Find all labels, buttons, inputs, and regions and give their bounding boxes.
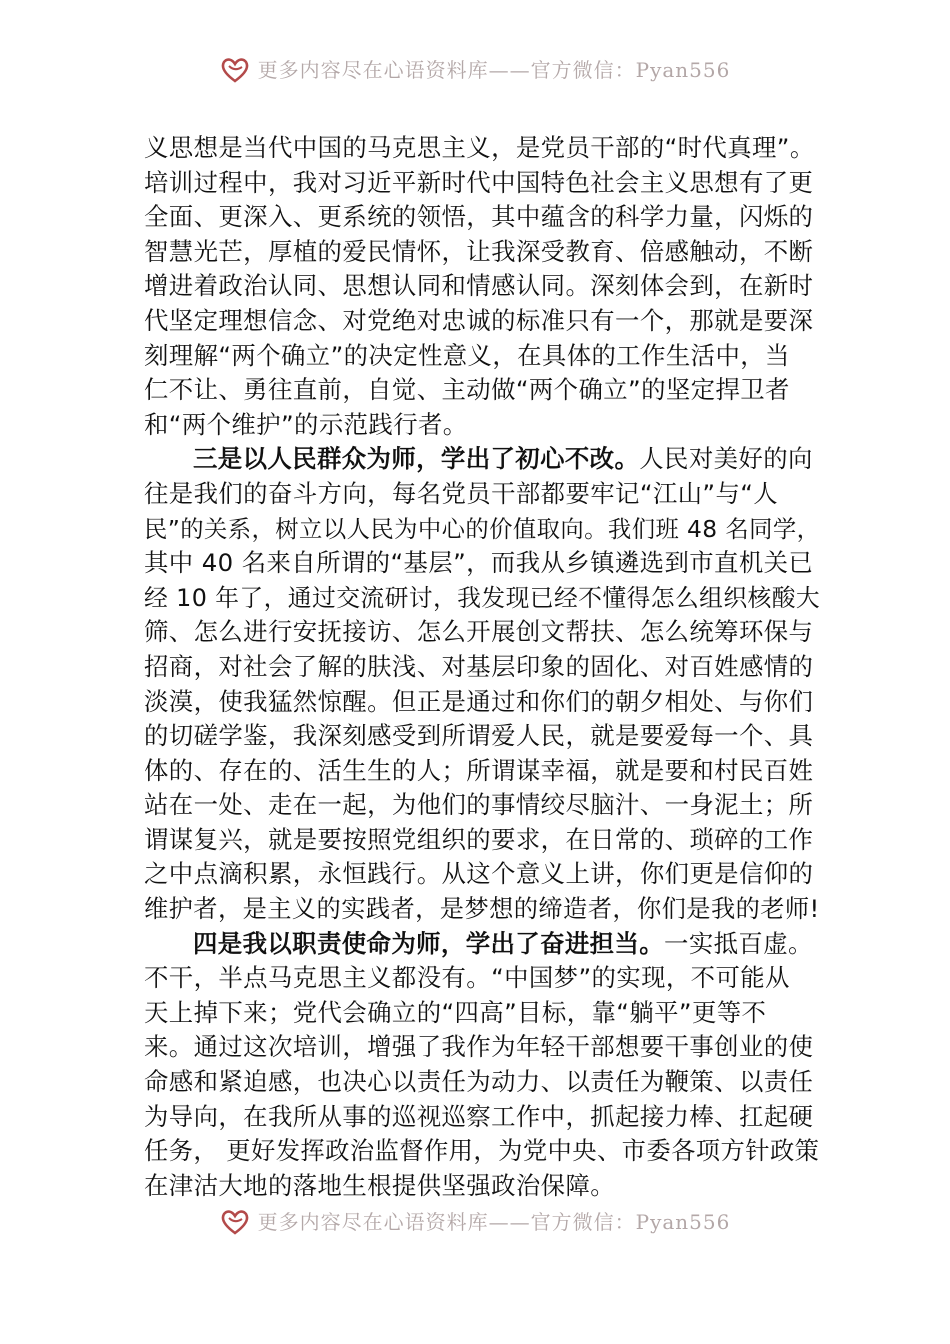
text-line: 任务， 更好发挥政治监督作用，为党中央、市委各项方针政策: [144, 1136, 820, 1166]
text-line: 站在一处、走在一起，为他们的事情绞尽脑汁、一身泥土；所: [144, 790, 814, 820]
text-line: 体的、存在的、活生生的人；所谓谋幸福，就是要和村民百姓: [144, 755, 814, 785]
document-body: [144, 131, 820, 1203]
text-line: 来。通过这次培训，增强了我作为年轻干部想要干事创业的使: [144, 1032, 814, 1062]
text-line: 培训过程中，我对习近平新时代中国特色社会主义思想有了更: [144, 167, 814, 197]
text-line: 淡漠，使我猛然惊醒。但正是通过和你们的朝夕相处、与你们: [144, 686, 814, 716]
heart-logo-icon: [220, 57, 250, 83]
text-line: 往是我们的奋斗方向，每名党员干部都要牢记“江山”与“人: [144, 478, 779, 508]
text-line: 经 10 年了，通过交流研讨，我发现已经不懂得怎么组织核酸大: [144, 583, 821, 612]
text-line: 之中点滴积累，永恒践行。从这个意义上讲，你们更是信仰的: [144, 859, 814, 889]
section-heading-line: 四是我以职责使命为师，学出了奋进担当。一实抵百虚。: [193, 928, 813, 958]
text-line: 的切磋学鉴，我深刻感受到所谓爱人民，就是要爱每一个、具: [144, 721, 814, 751]
text-line: 维护者，是主义的实践者，是梦想的缔造者，你们是我的老师!: [144, 894, 820, 924]
text-line: 智慧光芒，厚植的爱民情怀，让我深受教育、倍感触动，不断: [144, 236, 814, 266]
text-line: 其中 40 名来自所谓的“基层”，而我从乡镇遴选到市直机关已: [144, 548, 814, 578]
text-line: 义思想是当代中国的马克思主义，是党员干部的“时代真理”。: [144, 133, 815, 162]
footer-watermark: [0, 1204, 950, 1240]
watermark-text: 更多内容尽在心语资料库——官方微信：Pyan556: [257, 58, 731, 82]
watermark-text: 更多内容尽在心语资料库——官方微信：Pyan556: [257, 1210, 731, 1234]
header-watermark: [0, 52, 950, 88]
heart-logo-icon: [220, 1209, 250, 1235]
text-line: 在津沽大地的落地生根提供坚强政治保障。: [144, 1170, 616, 1200]
text-line: 增进着政治认同、思想认同和情感认同。深刻体会到，在新时: [144, 271, 814, 301]
text-line: 天上掉下来；党代会确立的“四高”目标，靠“躺平”更等不: [144, 997, 767, 1027]
section-heading: 三是以人民群众为师，学出了初心不改。: [193, 444, 640, 474]
section-heading-line: 三是以人民群众为师，学出了初心不改。人民对美好的向: [193, 444, 813, 474]
text-line: 命感和紧迫感，也决心以责任为动力、以责任为鞭策、以责任: [144, 1067, 814, 1097]
text-line: 不干，半点马克思主义都没有。“中国梦”的实现，不可能从: [144, 963, 790, 993]
text-line: 民”的关系，树立以人民为中心的价值取向。我们班 48 名同学，: [144, 514, 821, 543]
text-line: 刻理解“两个确立”的决定性意义，在具体的工作生活中，当: [144, 340, 790, 370]
text-line: 仁不让、勇往直前，自觉、主动做“两个确立”的坚定捍卫者: [144, 375, 790, 405]
text-line: 招商，对社会了解的肤浅、对基层印象的固化、对百姓感情的: [144, 651, 814, 681]
text-line: 谓谋复兴，就是要按照党组织的要求，在日常的、琐碎的工作: [144, 824, 814, 854]
text-line: 全面、更深入、更系统的领悟，其中蕴含的科学力量，闪烁的: [144, 202, 814, 232]
text-line: 和“两个维护”的示范践行者。: [144, 409, 468, 439]
text-line: 筛、怎么进行安抚接访、怎么开展创文帮扶、怎么统筹环保与: [144, 617, 814, 647]
text-line: 代坚定理想信念、对党绝对忠诚的标准只有一个，那就是要深: [144, 305, 814, 335]
section-heading: 四是我以职责使命为师，学出了奋进担当。: [193, 928, 665, 958]
text-line: 为导向，在我所从事的巡视巡察工作中，抓起接力棒、扛起硬: [144, 1101, 814, 1131]
